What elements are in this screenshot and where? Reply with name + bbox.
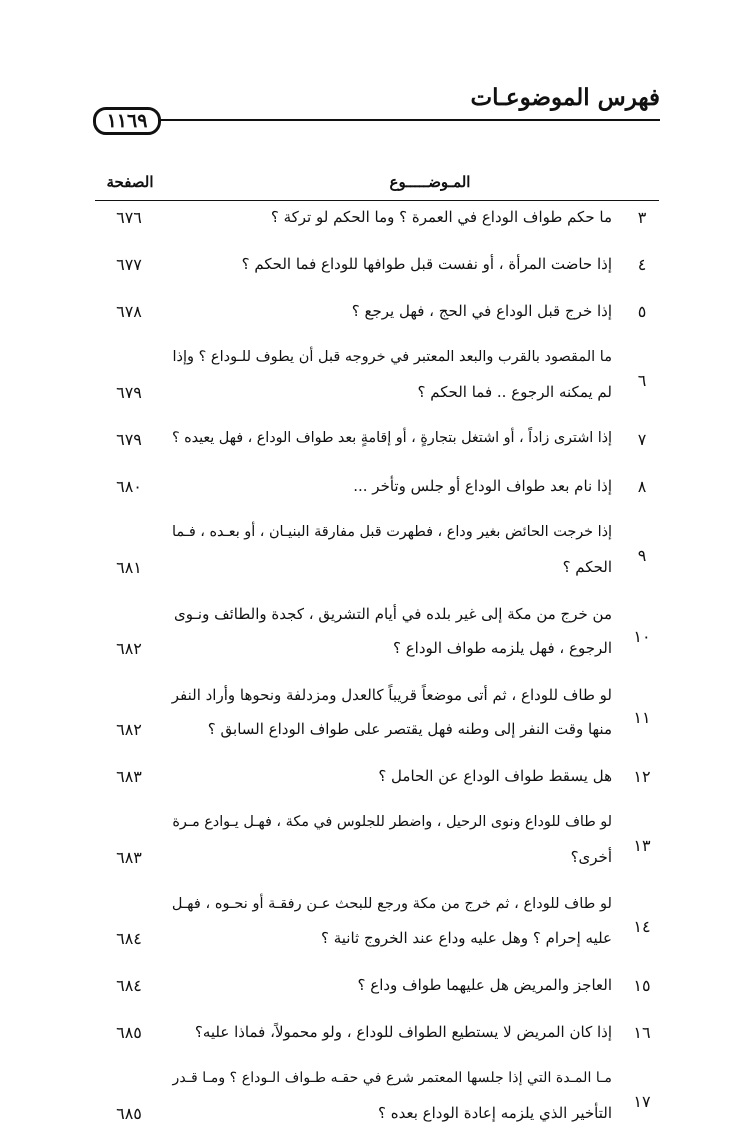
column-header-page: الصفحة: [106, 173, 154, 191]
topic-text-line: لو طاف للوداع ، ثم خرج من مكة ورجع للبحث عـن رفقـة أو نحـوه ، فهـل: [171, 895, 612, 912]
table-row: [95, 814, 659, 882]
topic-text-line: الرجوع ، فهل يلزمه طواف الوداع ؟: [392, 639, 612, 657]
row-page-number: ٦٨٤: [116, 929, 142, 948]
row-number: ٥: [637, 302, 647, 321]
row-page-number: ٦٧٧: [116, 255, 142, 274]
table-row: [95, 349, 659, 417]
topic-text-line: ما المقصود بالقرب والبعد المعتبر في خروجه قبل أن يطوف للـوداع ؟ وإذا: [172, 349, 612, 365]
topic-text-line: عليه إحرام ؟ وهل عليه وداع عند الخروج ثانية ؟: [321, 929, 612, 947]
row-number: ٣: [637, 208, 647, 227]
row-number: ١٠: [633, 627, 651, 646]
table-row: [95, 1023, 659, 1057]
topic-text-line: لو طاف للوداع ، ثم أتى موضعاً قريباً كالعدل ومزدلفة ونحوها وأراد النفر: [171, 686, 612, 704]
table-row: [95, 605, 659, 673]
page-title: فهرس الموضوعـات: [470, 84, 660, 111]
row-number: ٦: [637, 371, 647, 390]
row-number: ٤: [637, 255, 647, 274]
row-number: ١٦: [633, 1023, 651, 1042]
topic-text-line: ما حكم طواف الوداع في العمرة ؟ وما الحكم لو تركة ؟: [270, 208, 612, 226]
table-row: [95, 767, 659, 801]
header-rule: [158, 119, 660, 121]
table-row: [95, 976, 659, 1010]
topic-text-line: إذا اشترى زاداً ، أو اشتغل بتجارةٍ ، أو إقامةٍ بعد طواف الوداع ، فهل يعيده ؟: [172, 430, 612, 446]
topic-text-line: أخرى؟: [570, 848, 612, 866]
row-page-number: ٦٧٦: [116, 208, 142, 227]
row-page-number: ٦٨٥: [116, 1023, 142, 1042]
table-row: [95, 255, 659, 289]
row-page-number: ٦٨٤: [116, 976, 142, 995]
table-row: [95, 1070, 659, 1138]
row-number: ٨: [637, 477, 647, 496]
topic-text-line: لو طاف للوداع ونوى الرحيل ، واضطر للجلوس في مكة ، فهـل يـوادع مـرة: [172, 814, 612, 830]
row-number: ١٧: [633, 1092, 651, 1111]
column-header-topic: المـوضـــــوع: [389, 173, 471, 191]
topic-text-line: هل يسقط طواف الوداع عن الحامل ؟: [378, 767, 612, 785]
row-number: ١٤: [633, 917, 651, 936]
row-page-number: ٦٧٩: [116, 383, 142, 402]
row-page-number: ٦٨٥: [116, 1104, 142, 1123]
topic-text-line: من خرج من مكة إلى غير بلده في أيام التشريق ، كجدة والطائف ونـوى: [174, 605, 612, 623]
row-page-number: ٦٧٩: [116, 430, 142, 449]
table-row: [95, 524, 659, 592]
row-page-number: ٦٨٢: [116, 720, 142, 739]
row-number: ١١: [633, 708, 651, 727]
table-row: [95, 430, 659, 464]
table-row: [95, 208, 659, 242]
topic-text-line: إذا خرج قبل الوداع في الحج ، فهل يرجع ؟: [351, 302, 612, 320]
row-number: ١٥: [633, 976, 651, 995]
topic-text-line: لم يمكنه الرجوع .. فما الحكم ؟: [417, 383, 612, 401]
row-page-number: ٦٨٠: [116, 477, 142, 496]
row-page-number: ٦٨١: [116, 558, 142, 577]
topic-text-line: الحكم ؟: [562, 558, 612, 576]
table-row: [95, 686, 659, 754]
table-row: [95, 302, 659, 336]
row-number: ٧: [637, 430, 647, 449]
row-page-number: ٦٨٣: [116, 767, 142, 786]
table-row: [95, 895, 659, 963]
row-page-number: ٦٧٨: [116, 302, 142, 321]
row-number: ١٣: [633, 836, 651, 855]
topic-text-line: إذا خرجت الحائض بغير وداع ، فطهرت قبل مفارقة البنيـان ، أو بعـده ، فـما: [171, 524, 612, 540]
row-number: ١٢: [633, 767, 651, 786]
topic-text-line: مـا المـدة التي إذا جلسها المعتمر شرع في حقـه طـواف الـوداع ؟ ومـا قـدر: [172, 1070, 612, 1086]
topic-text-line: إذا كان المريض لا يستطيع الطواف للوداع ، ولو محمولاً، فماذا عليه؟: [194, 1023, 612, 1041]
topic-text-line: منها وقت النفر إلى وطنه فهل يقتصر على طواف الوداع السابق ؟: [207, 720, 612, 738]
row-page-number: ٦٨٣: [116, 848, 142, 867]
topic-text-line: العاجز والمريض هل عليهما طواف وداع ؟: [357, 976, 612, 994]
row-number: ٩: [637, 546, 647, 565]
row-page-number: ٦٨٢: [116, 639, 142, 658]
topic-text-line: إذا حاضت المرأة ، أو نفست قبل طوافها للوداع فما الحكم ؟: [241, 255, 612, 273]
topic-text-line: التأخير الذي يلزمه إعادة الوداع بعده ؟: [378, 1104, 612, 1122]
table-row: [95, 477, 659, 511]
page-number-badge: ١١٦٩: [93, 107, 161, 135]
topic-text-line: إذا نام بعد طواف الوداع أو جلس وتأخر ...: [353, 477, 612, 495]
table-header-rule: [95, 200, 659, 201]
